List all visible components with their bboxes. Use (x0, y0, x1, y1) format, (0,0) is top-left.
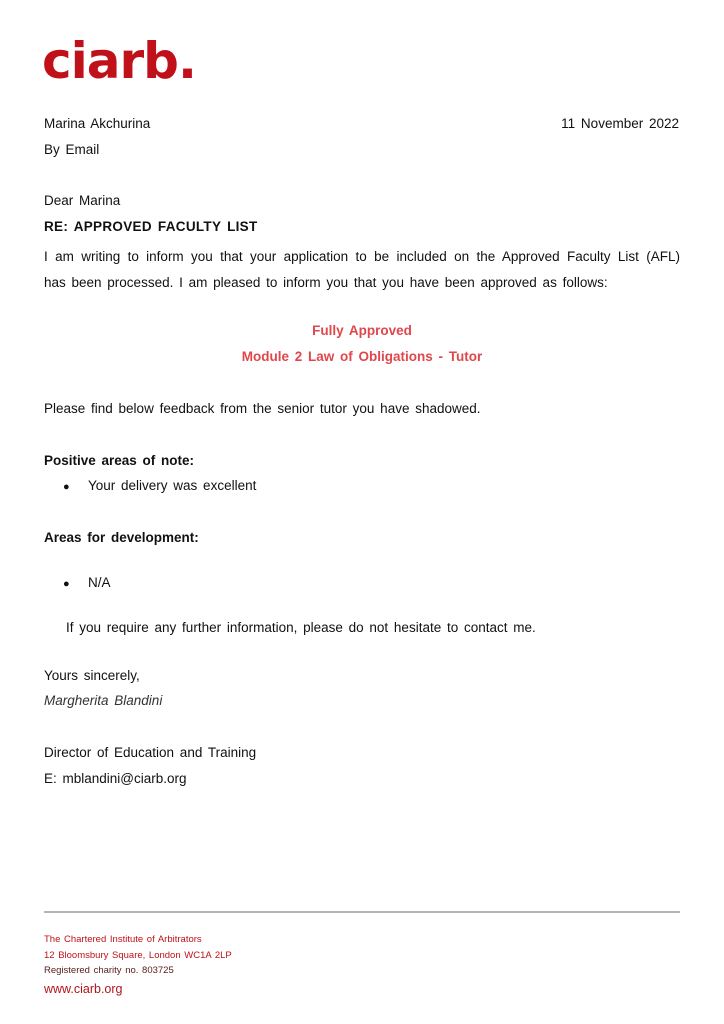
signatory-title: Director of Education and Training (44, 745, 257, 760)
signatory-email: E: mblandini@ciarb.org (44, 771, 187, 786)
list-item: N/A (88, 575, 111, 590)
bullet-icon: ● (63, 481, 70, 493)
footer-address: 12 Bloomsbury Square, London WC1A 2LP (44, 950, 232, 961)
bullet-icon: ● (63, 578, 70, 590)
ciarb-logo: ciarb. (42, 32, 196, 90)
positive-areas-heading: Positive areas of note: (44, 453, 195, 468)
feedback-intro: Please find below feedback from the senior tutor you have shadowed. (44, 401, 481, 416)
delivery-method: By Email (44, 142, 100, 157)
footer-divider (44, 911, 680, 913)
footer-charity-number: Registered charity no. 803725 (44, 965, 174, 976)
development-areas-heading: Areas for development: (44, 530, 199, 545)
closing: Yours sincerely, (44, 668, 140, 683)
greeting: Dear Marina (44, 193, 121, 208)
footer-website-link[interactable]: www.ciarb.org (44, 982, 123, 996)
further-info-text: If you require any further information, please do not hesitate to contact me. (66, 620, 536, 635)
letter-date: 11 November 2022 (561, 116, 679, 131)
footer-organisation: The Chartered Institute of Arbitrators (44, 934, 202, 945)
intro-paragraph: I am writing to inform you that your application to be included on the Approved Faculty List (AFL) has been processed. I am pleased to inform you that you have been approved as follows: (44, 249, 680, 290)
list-item: Your delivery was excellent (88, 478, 257, 493)
signature: Margherita Blandini (44, 693, 163, 708)
approval-module: Module 2 Law of Obligations - Tutor (241, 349, 483, 364)
recipient-name: Marina Akchurina (44, 116, 151, 131)
approval-status: Fully Approved (312, 323, 412, 338)
subject-line: RE: APPROVED FACULTY LIST (44, 219, 258, 234)
